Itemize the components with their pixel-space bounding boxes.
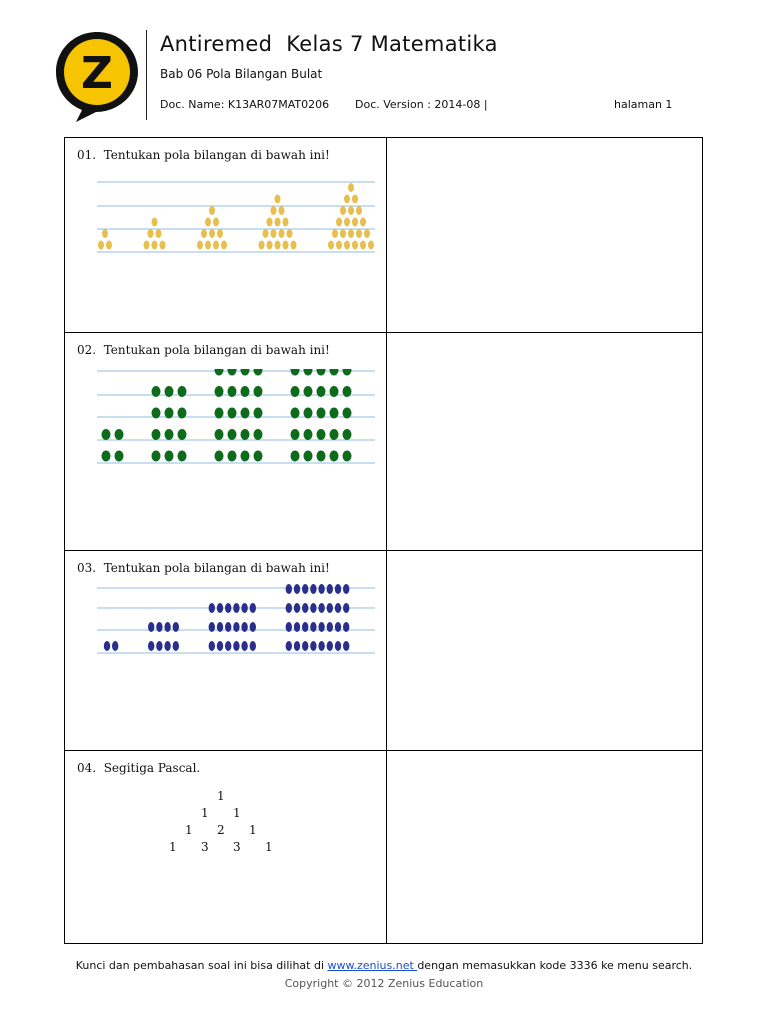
footer-text-pre: Kunci dan pembahasan soal ini bisa dilihat di: [75, 959, 328, 972]
question-text: 03. Tentukan pola bilangan di bawah ini!: [77, 561, 330, 575]
dot: [274, 218, 280, 227]
dot: [225, 622, 231, 632]
dot: [310, 622, 316, 632]
page-number: halaman 1: [614, 98, 673, 111]
dot: [343, 429, 352, 440]
dot: [368, 241, 374, 250]
dot: [165, 408, 174, 419]
dot: [343, 641, 349, 651]
pascal-number: 1: [169, 840, 177, 854]
dot: [254, 386, 263, 397]
footer-note: [0, 959, 768, 972]
dot: [302, 622, 308, 632]
dot: [330, 369, 339, 376]
dot: [291, 451, 300, 462]
dot: [274, 241, 280, 250]
dot: [356, 229, 362, 238]
dot: [228, 429, 237, 440]
dot-group: [148, 622, 179, 651]
dot: [233, 622, 239, 632]
dot: [104, 641, 110, 651]
dot: [266, 241, 272, 250]
dot: [286, 229, 292, 238]
dot: [270, 206, 276, 215]
dot: [294, 603, 300, 613]
dot: [215, 386, 224, 397]
dot: [228, 408, 237, 419]
dot: [156, 641, 162, 651]
dot: [112, 641, 118, 651]
dot: [241, 408, 250, 419]
dot: [228, 369, 237, 376]
dot: [147, 229, 153, 238]
dot: [209, 206, 215, 215]
dot: [225, 603, 231, 613]
dot: [343, 622, 349, 632]
dot: [217, 622, 223, 632]
dot: [282, 241, 288, 250]
dot: [286, 622, 292, 632]
dot: [241, 451, 250, 462]
dot: [241, 429, 250, 440]
dot: [254, 451, 263, 462]
dot: [102, 429, 111, 440]
dot: [215, 429, 224, 440]
dot: [258, 241, 264, 250]
dot-group: [215, 369, 263, 462]
dot: [336, 218, 342, 227]
dot: [304, 408, 313, 419]
dot: [317, 451, 326, 462]
dot: [205, 241, 211, 250]
dot: [348, 183, 354, 192]
dot: [266, 218, 272, 227]
dot: [159, 241, 165, 250]
doc-version: Doc. Version : 2014-08 |: [355, 98, 488, 111]
dot: [209, 229, 215, 238]
footer-text-post: dengan memasukkan kode 3336 ke menu search.: [417, 959, 693, 972]
dot: [360, 241, 366, 250]
dot: [197, 241, 203, 250]
dot: [178, 386, 187, 397]
dot: [327, 641, 333, 651]
dot: [102, 451, 111, 462]
dot: [217, 641, 223, 651]
dot: [215, 451, 224, 462]
dot: [274, 195, 280, 204]
dot: [294, 584, 300, 594]
pascal-number: 1: [217, 789, 225, 803]
dot: [330, 386, 339, 397]
dot: [241, 386, 250, 397]
question-row-04: [65, 751, 702, 945]
dot: [291, 369, 300, 376]
dot-group: [209, 603, 256, 651]
pascal-number: 1: [201, 806, 209, 820]
dot: [332, 229, 338, 238]
question-text: 02. Tentukan pola bilangan di bawah ini!: [77, 343, 330, 357]
dot: [310, 641, 316, 651]
dot: [318, 584, 324, 594]
dot: [291, 408, 300, 419]
dot: [213, 241, 219, 250]
dot-group: [102, 429, 124, 462]
dot: [221, 241, 227, 250]
dot: [294, 622, 300, 632]
dot: [201, 229, 207, 238]
dot: [348, 206, 354, 215]
dot: [344, 218, 350, 227]
dot: [250, 641, 256, 651]
question-text: 01. Tentukan pola bilangan di bawah ini!: [77, 148, 330, 162]
dot: [302, 603, 308, 613]
dot: [164, 622, 170, 632]
dot: [250, 622, 256, 632]
dot: [165, 451, 174, 462]
dot: [178, 408, 187, 419]
dot: [148, 641, 154, 651]
dot: [241, 622, 247, 632]
dot: [152, 429, 161, 440]
dot: [262, 229, 268, 238]
dot: [343, 584, 349, 594]
dot: [310, 584, 316, 594]
dot: [152, 386, 161, 397]
dot: [173, 641, 179, 651]
dot-group: [98, 229, 112, 250]
dot-group: [197, 206, 227, 250]
dot: [291, 429, 300, 440]
dot: [165, 386, 174, 397]
dot: [250, 603, 256, 613]
chapter-subtitle: Bab 06 Pola Bilangan Bulat: [160, 67, 323, 81]
dot: [156, 622, 162, 632]
dot-group: [286, 584, 350, 651]
pascal-number: 2: [217, 823, 225, 837]
dot: [291, 386, 300, 397]
dot: [282, 218, 288, 227]
dot: [102, 229, 108, 238]
dot: [343, 408, 352, 419]
dot: [335, 584, 341, 594]
dot: [213, 218, 219, 227]
dot: [165, 429, 174, 440]
dot-group: [291, 369, 352, 462]
dot: [151, 218, 157, 227]
dot: [352, 241, 358, 250]
zenius-link[interactable]: www.zenius.net: [327, 959, 418, 972]
dot-group: [258, 195, 296, 250]
dot: [254, 369, 263, 376]
dot: [143, 241, 149, 250]
dot: [233, 603, 239, 613]
dot: [340, 229, 346, 238]
dot: [360, 218, 366, 227]
dot: [215, 408, 224, 419]
dot-group: [152, 386, 187, 462]
dot: [106, 241, 112, 250]
question-grid: [64, 137, 703, 944]
dot: [348, 229, 354, 238]
logo-letter: Z: [81, 48, 113, 99]
dot: [225, 641, 231, 651]
dot: [356, 206, 362, 215]
dot: [343, 386, 352, 397]
pascal-number: 3: [233, 840, 241, 854]
dot: [155, 229, 161, 238]
dot: [327, 584, 333, 594]
dot: [330, 429, 339, 440]
dot: [304, 386, 313, 397]
dot: [215, 369, 224, 376]
dot: [304, 429, 313, 440]
dot: [343, 369, 352, 376]
dot: [317, 429, 326, 440]
pascal-number: 1: [265, 840, 273, 854]
dot: [352, 195, 358, 204]
copyright: Copyright © 2012 Zenius Education: [284, 977, 484, 990]
dot: [278, 206, 284, 215]
dot: [254, 429, 263, 440]
question-row-03: [65, 551, 702, 751]
dot: [352, 218, 358, 227]
dot: [286, 584, 292, 594]
dot: [228, 386, 237, 397]
dot: [152, 451, 161, 462]
pascal-number: 3: [201, 840, 209, 854]
dot: [302, 641, 308, 651]
dot: [209, 622, 215, 632]
dot: [318, 622, 324, 632]
doc-name: Doc. Name: K13AR07MAT0206: [160, 98, 330, 111]
dot: [233, 641, 239, 651]
dot: [335, 603, 341, 613]
dot: [173, 622, 179, 632]
dot: [302, 584, 308, 594]
dot: [148, 622, 154, 632]
dot: [310, 603, 316, 613]
dot: [151, 241, 157, 250]
dot: [209, 603, 215, 613]
question-row-01: [65, 138, 702, 333]
dot: [152, 408, 161, 419]
pascal-number: 1: [185, 823, 193, 837]
dot: [209, 641, 215, 651]
dot: [241, 369, 250, 376]
dot: [304, 369, 313, 376]
dot: [335, 622, 341, 632]
question-row-02: [65, 333, 702, 551]
dot-pattern-figure: [95, 583, 385, 663]
dot: [286, 641, 292, 651]
dot: [228, 451, 237, 462]
dot-group: [143, 218, 165, 250]
dot: [343, 603, 349, 613]
dot: [335, 641, 341, 651]
dot: [364, 229, 370, 238]
dot: [327, 622, 333, 632]
dot: [340, 206, 346, 215]
dot: [286, 603, 292, 613]
dot: [241, 603, 247, 613]
dot: [178, 429, 187, 440]
question-text: 04. Segitiga Pascal.: [77, 761, 201, 775]
dot: [278, 229, 284, 238]
zenius-logo: [52, 28, 142, 124]
dot: [241, 641, 247, 651]
dot: [327, 603, 333, 613]
dot: [98, 241, 104, 250]
dot: [254, 408, 263, 419]
dot: [290, 241, 296, 250]
pascal-number: 1: [233, 806, 241, 820]
pascal-number: 1: [249, 823, 257, 837]
dot: [317, 369, 326, 376]
header-divider: [146, 30, 147, 120]
dot: [330, 451, 339, 462]
dot: [115, 451, 124, 462]
dot: [318, 641, 324, 651]
dot-pattern-figure: [95, 172, 385, 262]
dot: [328, 241, 334, 250]
dot: [317, 386, 326, 397]
dot: [330, 408, 339, 419]
dot: [344, 195, 350, 204]
dot: [217, 603, 223, 613]
dot: [205, 218, 211, 227]
dot: [115, 429, 124, 440]
dot: [318, 603, 324, 613]
dot: [164, 641, 170, 651]
dot: [336, 241, 342, 250]
dot-group: [104, 641, 119, 651]
dot: [343, 451, 352, 462]
page-title: Antiremed Kelas 7 Matematika: [160, 32, 498, 56]
dot: [270, 229, 276, 238]
dot: [344, 241, 350, 250]
dot: [317, 408, 326, 419]
dot-group: [328, 183, 374, 250]
dot: [178, 451, 187, 462]
dot: [294, 641, 300, 651]
dot: [304, 451, 313, 462]
dot-pattern-figure: [95, 369, 385, 469]
dot: [217, 229, 223, 238]
